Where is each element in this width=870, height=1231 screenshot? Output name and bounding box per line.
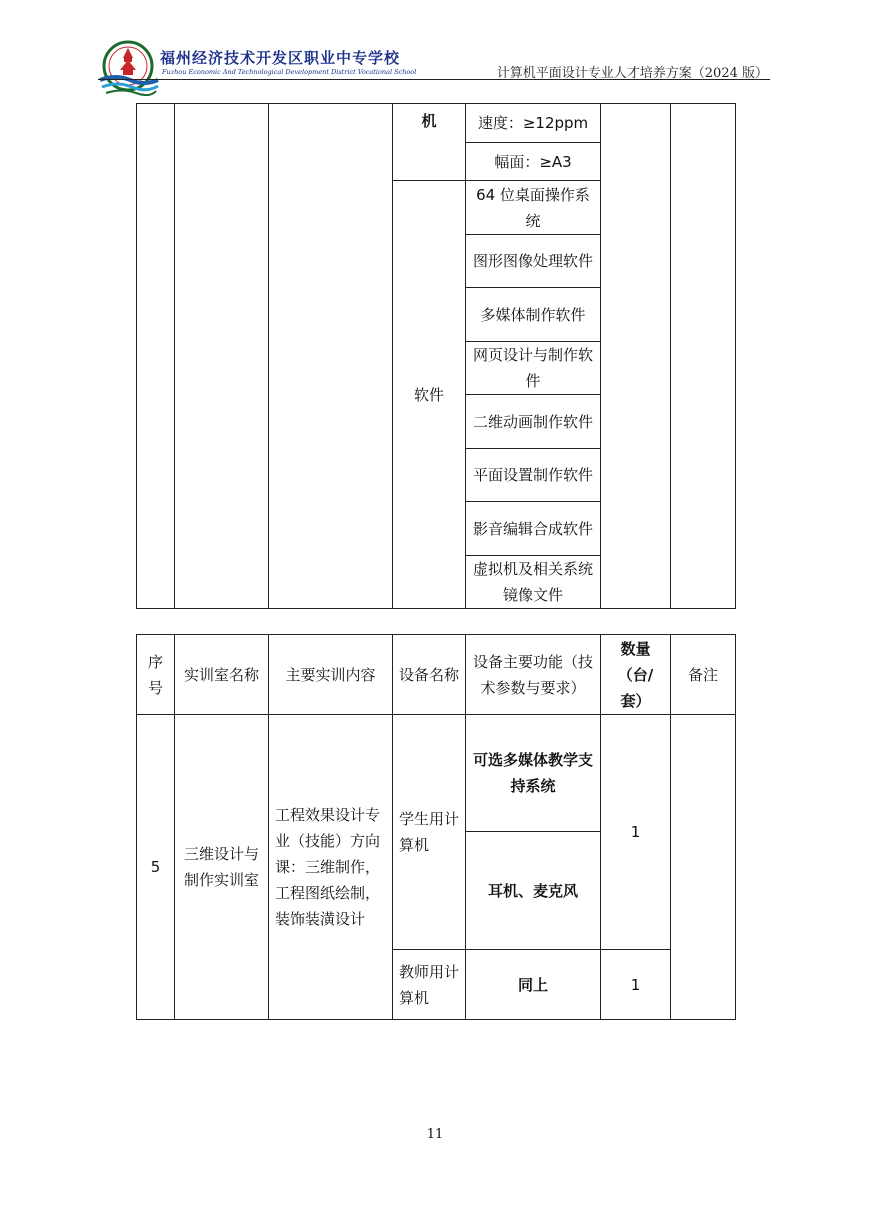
content-cell-empty <box>269 104 393 609</box>
training-room-table <box>136 634 736 1020</box>
spec-cell: 幅面：≥A3 <box>466 143 601 181</box>
software-item: 图形图像处理软件 <box>466 235 601 288</box>
header-content: 主要实训内容 <box>269 635 393 715</box>
software-item: 影音编辑合成软件 <box>466 502 601 556</box>
page-header <box>0 0 870 100</box>
teacher-function: 同上 <box>466 950 601 1020</box>
device-name-cell: 机 <box>393 104 466 181</box>
software-item: 二维动画制作软件 <box>466 395 601 449</box>
teacher-quantity: 1 <box>601 950 671 1020</box>
software-item: 多媒体制作软件 <box>466 288 601 342</box>
student-quantity: 1 <box>601 715 671 950</box>
row-room-name: 三维设计与制作实训室 <box>175 715 269 1020</box>
page-number: 11 <box>426 1127 444 1142</box>
student-function-item: 可选多媒体教学支持系统 <box>466 715 601 832</box>
software-item: 平面设置制作软件 <box>466 449 601 502</box>
school-name: 福州经济技术开发区职业中专学校 <box>160 49 401 67</box>
school-name-english: Fuzhou Economic And Technological Development District Vocational School <box>162 68 417 76</box>
school-logo-icon <box>98 40 160 96</box>
software-item: 64 位桌面操作系统 <box>466 181 601 235</box>
document-title: 计算机平面设计专业人才培养方案（2024 版） <box>496 66 768 81</box>
header-quantity: 数量（台/套） <box>601 635 671 715</box>
spec-cell: 速度：≥12ppm <box>466 104 601 143</box>
remark-cell-empty <box>671 104 736 609</box>
row-training-content: 工程效果设计专业（技能）方向课：三维制作，工程图纸绘制，装饰装潢设计 <box>269 715 393 1020</box>
header-function: 设备主要功能（技术参数与要求） <box>466 635 601 715</box>
row-seq: 5 <box>137 715 175 1020</box>
software-item: 虚拟机及相关系统镜像文件 <box>466 556 601 609</box>
software-item: 网页设计与制作软件 <box>466 342 601 395</box>
software-label-cell: 软件 <box>393 181 466 609</box>
header-remark: 备注 <box>671 635 736 715</box>
header-device: 设备名称 <box>393 635 466 715</box>
teacher-computer-label: 教师用计算机 <box>393 950 466 1020</box>
header-room: 实训室名称 <box>175 635 269 715</box>
header-divider <box>98 79 770 80</box>
header-seq: 序号 <box>137 635 175 715</box>
equipment-table-continued <box>136 103 736 609</box>
quantity-cell-empty <box>601 104 671 609</box>
seq-cell-empty <box>137 104 175 609</box>
student-function-item: 耳机、麦克风 <box>466 832 601 950</box>
row-remark-empty <box>671 715 736 1020</box>
room-cell-empty <box>175 104 269 609</box>
student-computer-label: 学生用计算机 <box>393 715 466 950</box>
